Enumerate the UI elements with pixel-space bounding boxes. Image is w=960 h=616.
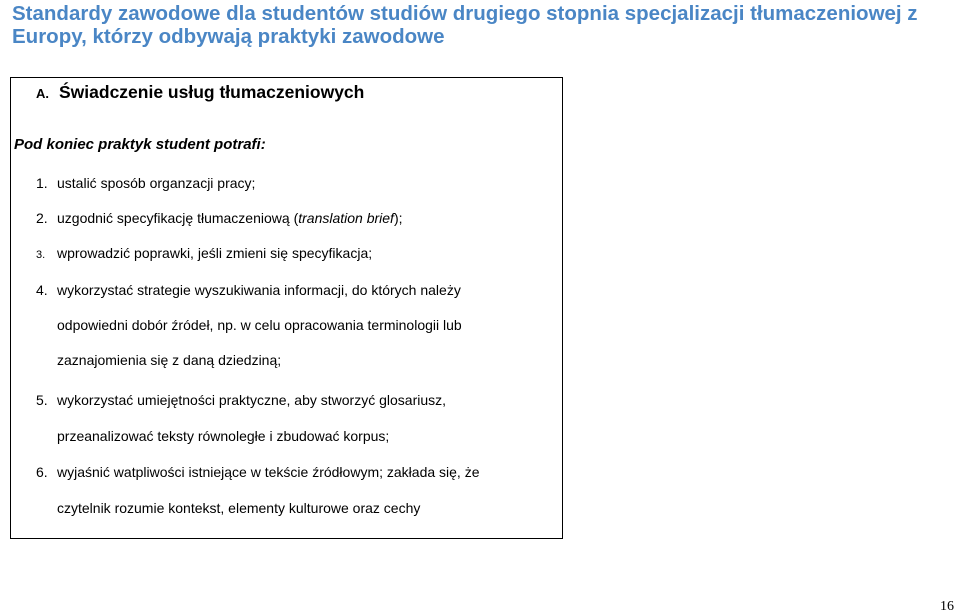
list-item-number: 2. [36,210,48,226]
list-item-text-italic: translation brief [298,210,394,226]
list-item-number: 5. [36,392,48,408]
page-number: 16 [940,599,954,614]
list-item-text: wykorzystać umiejętności praktyczne, aby stworzyć glosariusz, [57,392,447,408]
list-item-text: wykorzystać strategie wyszukiwania informacji, do których należy [57,282,461,298]
intro-text: Pod koniec praktyk student potrafi: [14,136,266,153]
list-item-text: zaznajomienia się z daną dziedziną; [57,352,282,368]
section-letter: A. [36,86,49,101]
competence-box [10,77,563,539]
page-title: Standardy zawodowe dla studentów studiów drugiego stopnia specjalizacji tłumaczeniowej z Europy, którzy odbywają praktyki zawodowe [12,2,918,48]
list-item-text: czytelnik rozumie kontekst, elementy kulturowe oraz cechy [57,500,421,516]
list-item-number: 4. [36,282,48,298]
section-heading [36,81,364,105]
list-item-number: 1. [36,175,48,191]
list-item-text [57,208,403,228]
list-item-number: 6. [36,464,48,480]
list-item-text: ustalić sposób organzacji pracy; [57,175,256,191]
section-heading-text: Świadczenie usług tłumaczeniowych [59,82,365,102]
list-item-text: odpowiedni dobór źródeł, np. w celu opracowania terminologii lub [57,317,462,333]
list-item-number: 3. [36,249,46,261]
list-item-text: wprowadzić poprawki, jeśli zmieni się specyfikacja; [57,245,373,261]
list-item-text: przeanalizować teksty równoległe i zbudować korpus; [57,428,390,444]
list-item-text: wyjaśnić watpliwości istniejące w tekście źródłowym; zakłada się, że [57,464,480,480]
list-item-text-part: uzgodnić specyfikację tłumaczeniową ( [57,210,299,226]
list-item-text-part: ); [393,210,403,226]
